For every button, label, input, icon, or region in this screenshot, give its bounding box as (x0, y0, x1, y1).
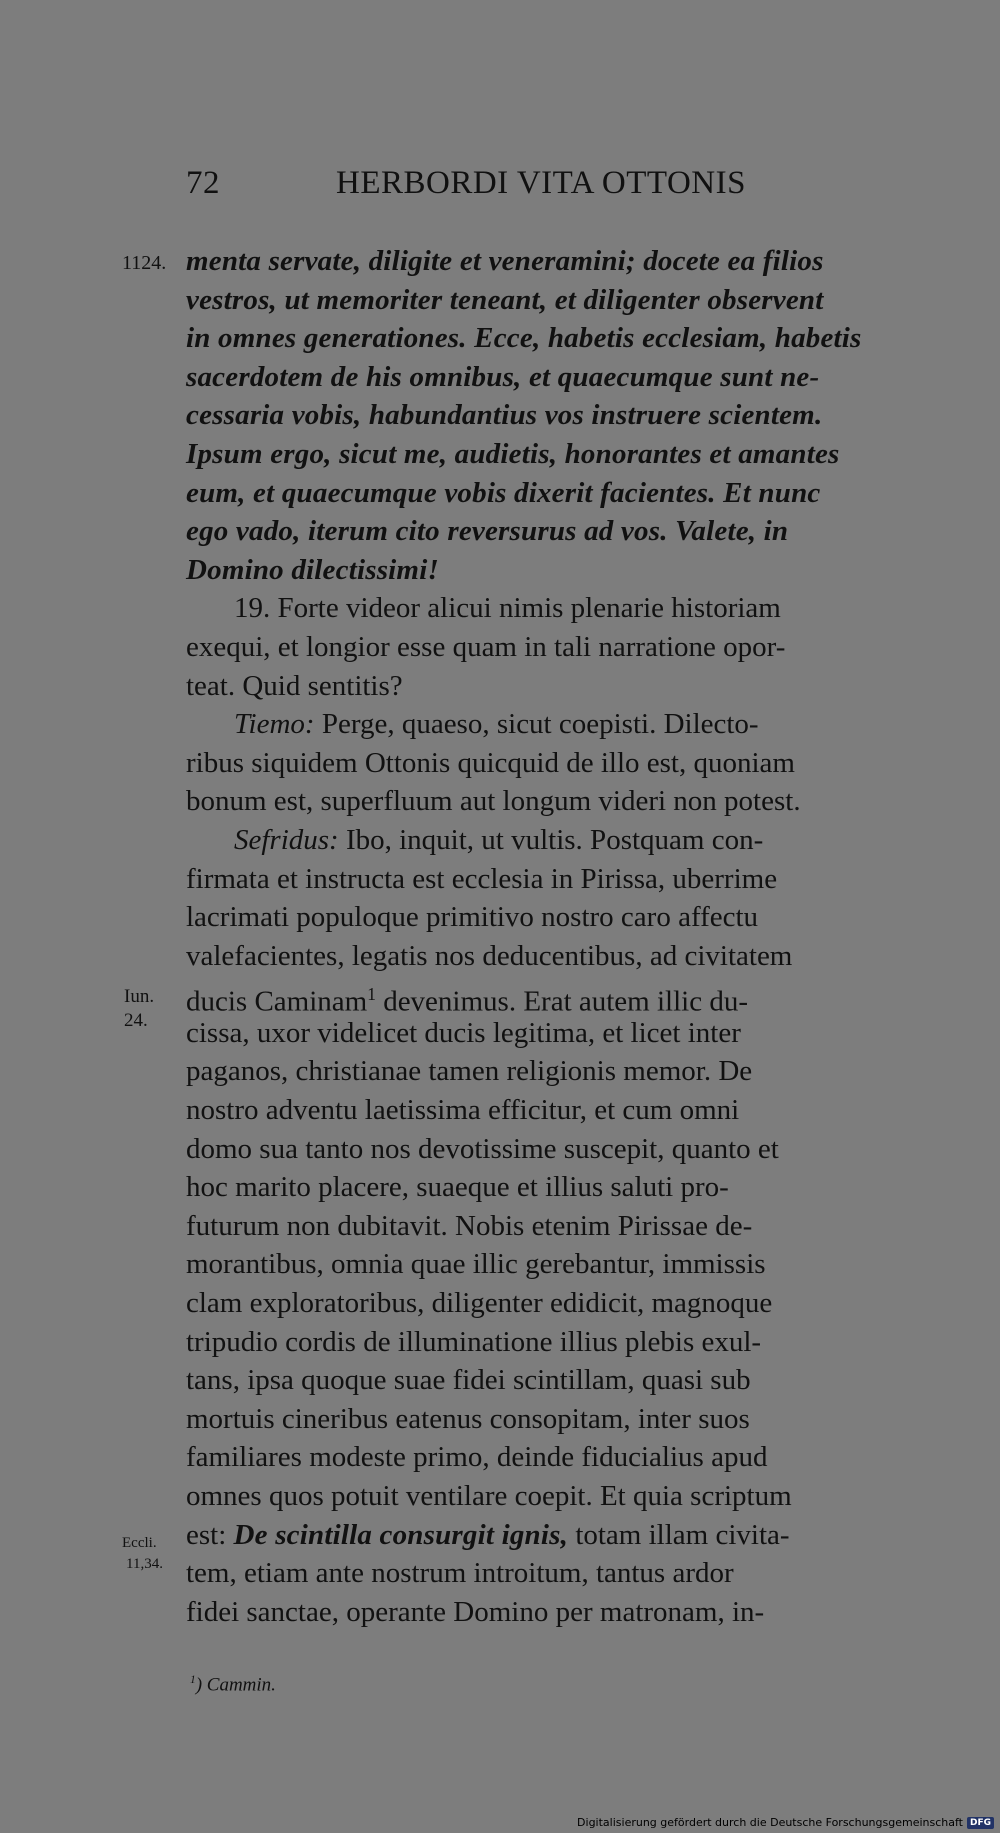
footnote-text: ) Cammin. (195, 1674, 276, 1696)
margin-year: 1124. (122, 252, 167, 274)
margin-ref-book: Eccli. (122, 1535, 157, 1551)
text-line: tem, etiam ante nostrum introitum, tantus ardor (186, 1557, 734, 1590)
text-line: Ipsum ergo, sicut me, audietis, honorantes et amantes (186, 437, 840, 470)
text-line: tripudio cordis de illuminatione illius plebis exul- (186, 1325, 762, 1358)
text-span: devenimus. Erat autem illic du- (375, 985, 748, 1018)
running-title: HERBORDI VITA OTTONIS (336, 165, 746, 201)
footnote (190, 1674, 276, 1696)
text-line: bonum est, superfluum aut longum videri non potest. (186, 785, 801, 818)
text-line: clam exploratoribus, diligenter edidicit, magnoque (186, 1287, 773, 1320)
text-line: sacerdotem de his omnibus, et quaecumque sunt ne- (186, 360, 820, 393)
text-line: fidei sanctae, operante Domino per matronam, in- (186, 1595, 765, 1628)
text-line: omnes quos potuit ventilare coepit. Et quia scriptum (186, 1480, 792, 1512)
text-line (186, 975, 920, 1018)
credit-text: Digitalisierung gefördert durch die Deutsche Forschungsgemeinschaft (577, 1816, 963, 1829)
text-line: Domino dilectissimi! (186, 553, 439, 586)
text-line: domo sua tanto nos devotissime suscepit, quanto et (186, 1132, 779, 1165)
margin-date-day: 24. (124, 1010, 148, 1031)
page-number: 72 (186, 165, 220, 201)
text-line: ego vado, iterum cito reversurus ad vos. Valete, in (186, 515, 789, 548)
text-line: teat. Quid sentitis? (186, 669, 403, 702)
text-line: lacrimati populoque primitivo nostro caro affectu (186, 901, 759, 934)
footnote-marker: 1 (367, 984, 376, 1005)
digitization-credit (577, 1816, 994, 1829)
text-line: 19. Forte videor alicui nimis plenarie historiam (234, 592, 781, 625)
text-line: cissa, uxor videlicet ducis legitima, et licet inter (186, 1016, 741, 1049)
margin-ref-verse: 11,34. (126, 1556, 163, 1572)
text-span: totam illam civita- (568, 1518, 790, 1551)
text-line: in omnes generationes. Ecce, habetis ecclesiam, habetis (186, 322, 862, 355)
speaker-tiemo: Tiemo: (234, 708, 315, 741)
text-line: tans, ipsa quoque suae fidei scintillam, quasi sub (186, 1364, 751, 1397)
speaker-sefridus: Sefridus: (234, 823, 339, 856)
text-span: ducis Caminam (186, 985, 368, 1018)
text-line: nostro adventu laetissima efficitur, et cum omni (186, 1094, 740, 1127)
footnote-number: 1 (190, 1674, 196, 1686)
text-line: valefacientes, legatis nos deducentibus, ad civitatem (186, 939, 793, 972)
dfg-logo: DFG (967, 1817, 994, 1829)
text-line: paganos, christianae tamen religionis memor. De (186, 1055, 753, 1088)
margin-date-month: Iun. (124, 986, 155, 1007)
text-line: morantibus, omnia quae illic gerebantur, immissis (186, 1248, 766, 1281)
text-span: Perge, quaeso, sicut coepisti. Dilecto- (321, 708, 759, 741)
scripture-quote: De scintilla consurgit ignis, (233, 1518, 569, 1551)
text-line (186, 705, 920, 744)
text-line (186, 821, 920, 860)
text-line: exequi, et longior esse quam in tali narratione opor- (186, 630, 786, 663)
text-line: eum, et quaecumque vobis dixerit facientes. Et nunc (186, 476, 821, 509)
text-line: menta servate, diligite et veneramini; docete ea filios (186, 245, 824, 277)
text-body (186, 242, 920, 1631)
text-line: cessaria vobis, habundantius vos instruere scientem. (186, 399, 823, 432)
text-line: mortuis cineribus eatenus consopitam, inter suos (186, 1402, 750, 1435)
text-line: hoc marito placere, suaeque et illius saluti pro- (186, 1171, 729, 1204)
text-line (186, 1516, 920, 1555)
text-span: Ibo, inquit, ut vultis. Postquam con- (345, 823, 764, 856)
text-line: vestros, ut memoriter teneant, et diligenter observent (186, 283, 824, 316)
text-span: est: (186, 1518, 234, 1551)
text-line: ribus siquidem Ottonis quicquid de illo est, quoniam (186, 746, 795, 779)
text-line: familiares modeste primo, deinde fiducialius apud (186, 1441, 768, 1474)
text-line: futurum non dubitavit. Nobis etenim Pirissae de- (186, 1209, 753, 1242)
text-line: firmata et instructa est ecclesia in Pirissa, uberrime (186, 862, 778, 895)
